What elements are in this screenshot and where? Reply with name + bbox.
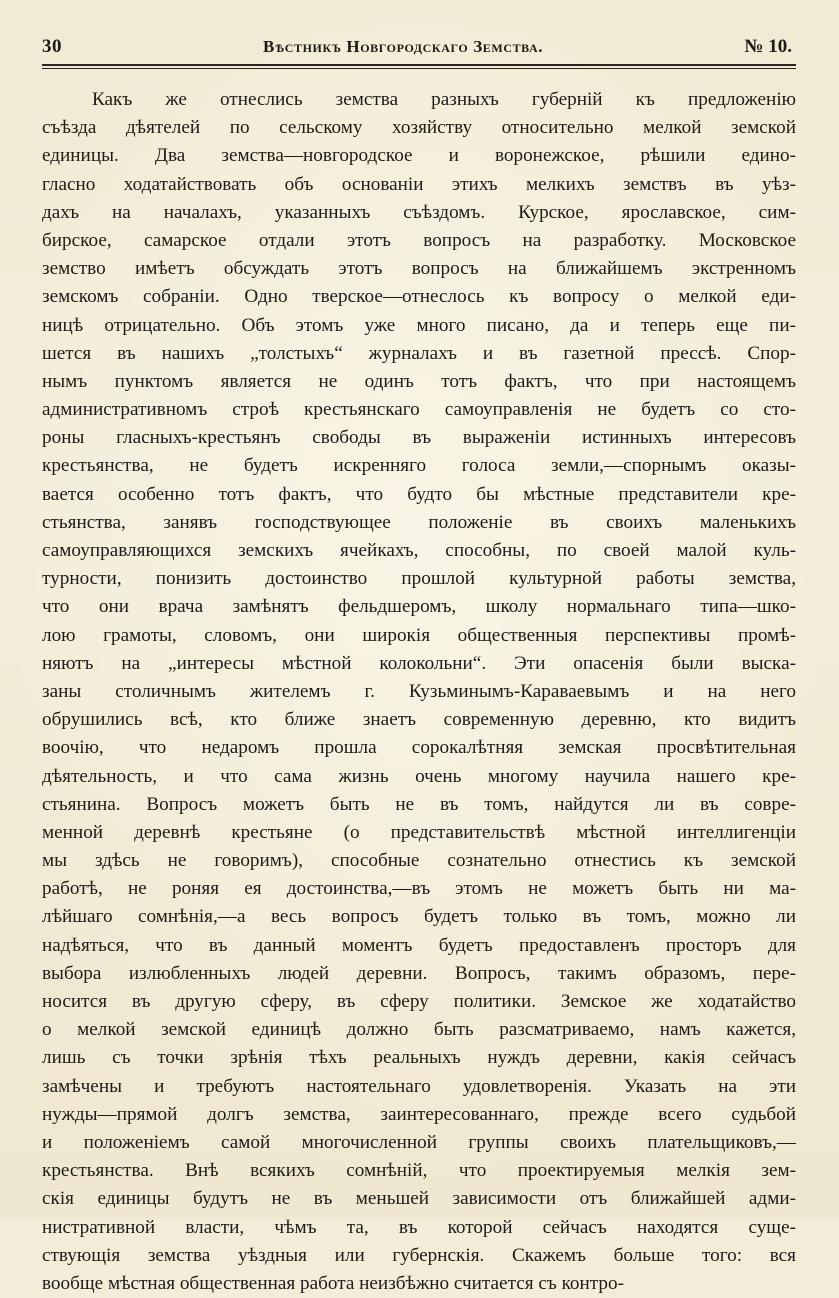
text-line: замѣчены и требуютъ настоятельнаго удовлетворенія. Указать на эти: [42, 1075, 796, 1097]
text-line: стьянина. Вопросъ можетъ быть не въ томъ, найдутся ли въ совре-: [42, 793, 796, 815]
text-line: ствующія земства уѣздныя или губернскія. Скажемъ больше того: вся: [42, 1244, 796, 1266]
text-line: крестьянства, не будетъ искренняго голоса земли,—спорнымъ оказы-: [42, 455, 796, 477]
text-line: стьянства, занявъ господствующее положеніе въ своихъ маленькихъ: [42, 511, 796, 533]
text-line: и положеніемъ самой многочисленной группы своихъ плательщиковъ,—: [42, 1131, 796, 1153]
text-line: лою грамоты, словомъ, они широкія общественныя перспективы промѣ-: [42, 624, 796, 646]
text-line: работѣ, не роняя ея достоинства,—въ этомъ не можетъ быть ни ма-: [42, 878, 796, 900]
text-line: нымъ пунктомъ является не одинъ тотъ фактъ, что при настоящемъ: [42, 370, 796, 392]
text-line: носится въ другую сферу, въ сферу политики. Земское же ходатайство: [42, 991, 796, 1012]
text-line: бирское, самарское отдали этотъ вопросъ на разработку. Московское: [42, 229, 796, 251]
text-line: гласно ходатайствовать объ основаніи этихъ мелкихъ земствъ въ уѣз-: [42, 173, 796, 195]
text-line: что они врача замѣнятъ фельдшеромъ, школу нормальнаго типа—шко-: [42, 596, 796, 618]
text-line: лишь съ точки зрѣнія тѣхъ реальныхъ нуждъ деревни, какія сейчасъ: [42, 1047, 796, 1069]
running-head: [42, 36, 794, 62]
text-line: земство имѣетъ обсуждать этотъ вопросъ на ближайшемъ экстренномъ: [42, 258, 796, 280]
text-line: менной деревнѣ крестьяне (о представительствѣ мѣстной интеллигенціи: [42, 821, 796, 843]
text-line: дѣятельность, и что сама жизнь очень многому научила нашего кре-: [42, 765, 796, 787]
text-line: роны гласныхъ-крестьянъ свободы въ выраженіи истинныхъ интересовъ: [42, 427, 796, 449]
text-line: Какъ же отнеслись земства разныхъ губерній къ предложенію: [92, 89, 796, 110]
text-line: дахъ на началахъ, указанныхъ съѣздомъ. Курское, ярославское, сим-: [42, 201, 796, 223]
header-rule: [42, 64, 796, 69]
text-line: единицы. Два земства—новгородское и воронежское, рѣшили едино-: [42, 145, 796, 167]
text-line: о мелкой земской единицѣ должно быть разсматриваемо, намъ кажется,: [42, 1019, 796, 1041]
text-line: заны столичнымъ жителемъ г. Кузьминымъ-Караваевымъ и на него: [42, 680, 796, 702]
text-line: обрушились всѣ, кто ближе знаетъ современную деревню, кто видитъ: [42, 709, 796, 731]
text-line: воочію, что недаромъ прошла сорокалѣтняя земская просвѣтительная: [42, 737, 796, 759]
text-line: выбора излюбленныхъ людей деревни. Вопросъ, такимъ образомъ, пере-: [42, 962, 796, 984]
text-line: скія единицы будутъ не въ меньшей зависимости отъ ближайшей адми-: [42, 1188, 796, 1210]
journal-title: Вѣстникъ Новгородскаго Земства.: [263, 37, 544, 56]
issue-number: № 10.: [744, 36, 792, 57]
article-body: [42, 86, 796, 1298]
text-line: самоуправляющихся земскихъ ячейкахъ, способны, по своей малой куль-: [42, 540, 796, 561]
text-line: турности, понизить достоинство прошлой культурной работы земства,: [42, 568, 796, 590]
text-line: вается особенно тотъ фактъ, что будто бы мѣстные представители кре-: [42, 483, 796, 505]
text-line: надѣяться, что въ данный моментъ будетъ предоставленъ просторъ для: [42, 934, 796, 956]
page-number: 30: [42, 36, 62, 57]
text-line: мы здѣсь не говоримъ), способные сознательно отнестись къ земской: [42, 850, 796, 872]
text-line: земскомъ собраніи. Одно тверское—отнеслось къ вопросу о мелкой еди-: [42, 286, 796, 308]
text-line: нистративной власти, чѣмъ та, въ которой сейчасъ находятся суще-: [42, 1216, 796, 1238]
text-line: нужды—прямой долгъ земства, заинтересованнаго, прежде всего судьбой: [42, 1103, 796, 1125]
text-line: вообще мѣстная общественная работа неизбѣжно считается съ контро-: [42, 1272, 624, 1294]
text-line: лѣйшаго сомнѣнія,—а весь вопросъ будетъ только въ томъ, можно ли: [42, 906, 796, 928]
text-line: шется въ нашихъ „толстыхъ“ журналахъ и въ газетной прессѣ. Спор-: [42, 342, 796, 364]
text-line: крестьянства. Внѣ всякихъ сомнѣній, что проектируемыя мелкія зем-: [42, 1160, 796, 1182]
text-line: съѣзда дѣятелей по сельскому хозяйству относительно мелкой земской: [42, 117, 796, 139]
text-line: ницѣ отрицательно. Объ этомъ уже много писано, да и теперь еще пи-: [42, 314, 796, 336]
text-line: няютъ на „интересы мѣстной колокольни“. Эти опасенія были выска-: [42, 652, 796, 674]
text-line: административномъ строѣ крестьянскаго самоуправленія не будетъ со сто-: [42, 399, 796, 421]
